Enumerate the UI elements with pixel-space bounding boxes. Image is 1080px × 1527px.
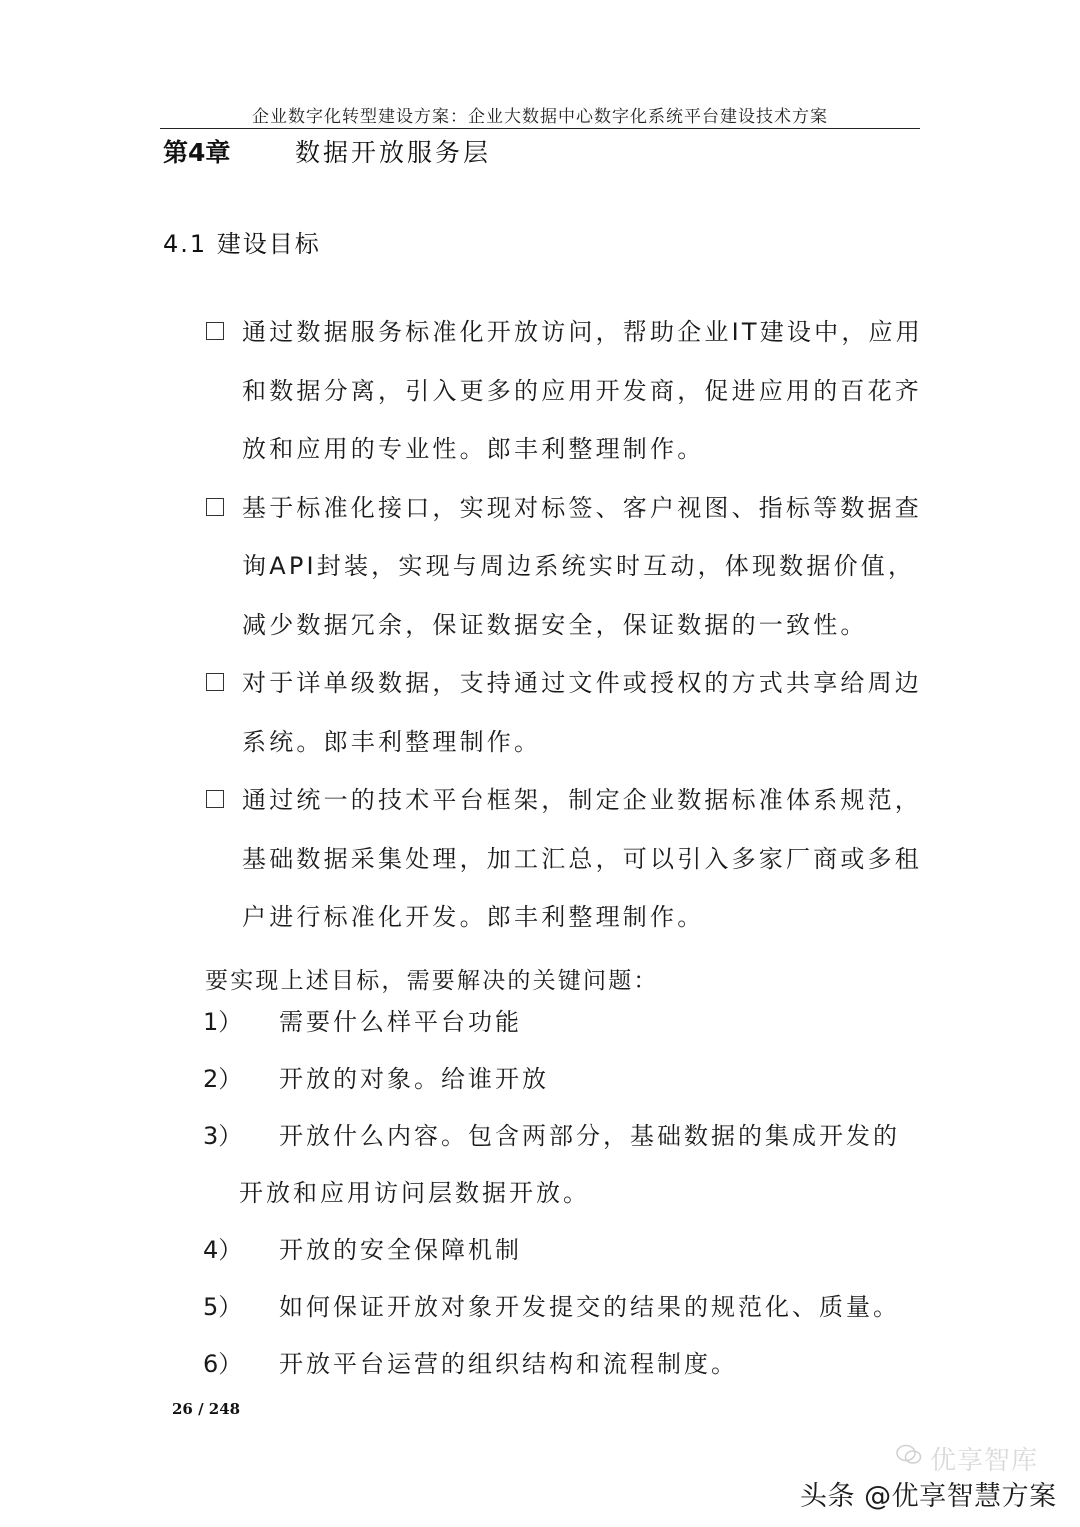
issue-item — [203, 1279, 923, 1336]
page-number: 26 / 248 — [172, 1400, 241, 1418]
issue-item — [203, 1051, 923, 1108]
goal-item — [206, 479, 926, 655]
goals-list — [206, 303, 926, 947]
issue-number: 3） — [203, 1122, 243, 1150]
issue-item — [203, 994, 923, 1051]
issue-number: 5） — [203, 1293, 243, 1321]
issue-text: 开放的安全保障机制 — [279, 1236, 522, 1264]
watermark-faint: 优享智库 — [930, 1446, 1039, 1476]
issue-text: 需要什么样平台功能 — [279, 1008, 522, 1036]
issues-intro: 要实现上述目标，需要解决的关键问题： — [205, 968, 659, 994]
chapter-heading — [163, 133, 491, 169]
issue-number: 6） — [203, 1350, 243, 1378]
issue-number: 4） — [203, 1236, 243, 1264]
issue-text: 开放平台运营的组织结构和流程制度。 — [279, 1350, 738, 1378]
issue-text: 开放的对象。给谁开放 — [279, 1065, 549, 1093]
wechat-icon — [896, 1444, 922, 1466]
issues-list — [203, 994, 923, 1393]
goal-text: 基于标准化接口，实现对标签、客户视图、指标等数据查询API封装，实现与周边系统实时互动，体现数据价值，减少数据冗余，保证数据安全，保证数据的一致性。 — [242, 493, 922, 639]
header-rule — [160, 128, 920, 129]
checkbox-icon — [206, 790, 224, 808]
watermark: 头条 @优享智慧方案 — [800, 1481, 1057, 1512]
issue-number: 1） — [203, 1008, 243, 1036]
issue-text: 开放什么内容。包含两部分，基础数据的集成开发的开放和应用访问层数据开放。 — [239, 1122, 900, 1207]
goal-item — [206, 303, 926, 479]
checkbox-icon — [206, 498, 224, 516]
checkbox-icon — [206, 673, 224, 691]
issue-item — [203, 1108, 923, 1222]
chapter-title: 数据开放服务层 — [295, 138, 492, 167]
checkbox-icon — [206, 322, 224, 340]
issue-number: 2） — [203, 1065, 243, 1093]
section-title: 4.1 建设目标 — [163, 230, 321, 258]
goal-item — [206, 654, 926, 771]
goal-text: 通过统一的技术平台框架，制定企业数据标准体系规范，基础数据采集处理，加工汇总，可以引入多家厂商或多租户进行标准化开发。郎丰利整理制作。 — [242, 786, 922, 931]
issue-item — [203, 1336, 923, 1393]
issue-text: 如何保证开放对象开发提交的结果的规范化、质量。 — [279, 1293, 900, 1321]
goal-text: 对于详单级数据，支持通过文件或授权的方式共享给周边系统。郎丰利整理制作。 — [242, 669, 922, 756]
goal-item — [206, 771, 926, 947]
header-title: 企业数字化转型建设方案：企业大数据中心数字化系统平台建设技术方案 — [252, 107, 828, 127]
goal-text: 通过数据服务标准化开放访问，帮助企业IT建设中，应用和数据分离，引入更多的应用开发商，促进应用的百花齐放和应用的专业性。郎丰利整理制作。 — [242, 318, 923, 463]
issue-item — [203, 1222, 923, 1279]
chapter-number: 第4章 — [163, 138, 231, 167]
